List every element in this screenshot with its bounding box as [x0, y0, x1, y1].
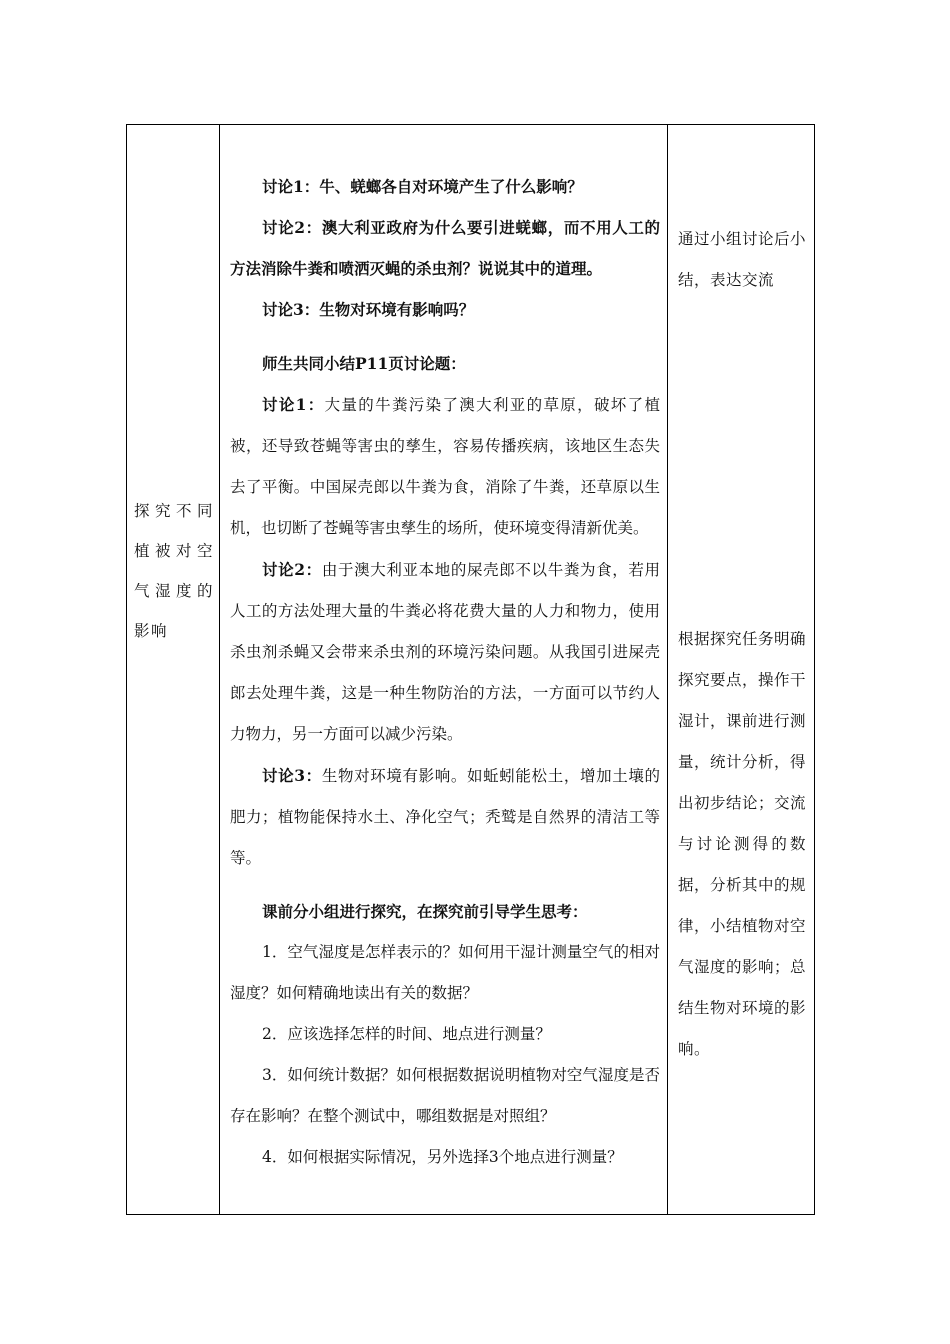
answer-3-text: 生物对环境有影响。如蚯蚓能松土，增加土壤的肥力；植物能保持水土、净化空气；秃鹫是自然界的清洁工等等。	[230, 767, 660, 867]
summary-title: 师生共同小结P11页讨论题：	[262, 354, 466, 373]
right-cell-note-1	[678, 219, 806, 301]
right-cell-text-2: 根据探究任务明确探究要点，操作干湿计，课前进行测量，统计分析，得出初步结论；交流与讨论测得的数据，分析其中的规律，小结植物对空气湿度的影响；总结生物对环境的影响。	[678, 630, 807, 1058]
right-cell-text-1: 通过小组讨论后小结，表达交流	[678, 230, 807, 289]
answer-1-label: 讨论1：	[262, 395, 325, 414]
explore-item-4: 4．如何根据实际情况，另外选择3个地点进行测量？	[262, 1148, 623, 1166]
answer-2-label: 讨论2：	[262, 560, 322, 579]
column-divider	[219, 124, 220, 1215]
answer-1-text: 大量的牛粪污染了澳大利亚的草原，破坏了植被，还导致苍蝇等害虫的孳生，容易传播疾病，该地区生态失去了平衡。中国屎壳郎以牛粪为食，消除了牛粪，还草原以生机，也切断了苍蝇等害虫孳生的场所，使环境变得清新优美。	[230, 396, 660, 537]
discussion-question-3: 讨论3：生物对环境有影响吗？	[262, 300, 475, 319]
answer-3-label: 讨论3：	[262, 766, 322, 785]
answer-1	[230, 384, 660, 549]
explore-title: 课前分小组进行探究，在探究前引导学生思考：	[262, 902, 588, 921]
answer-2-text: 由于澳大利亚本地的屎壳郎不以牛粪为食，若用人工的方法处理大量的牛粪必将花费大量的人力和物力，使用杀虫剂杀蝇又会带来杀虫剂的环境污染问题。从我国引进屎壳郎去处理牛粪，这是一种生物防治的方法，一方面可以节约人力物力，另一方面可以减少污染。	[230, 561, 660, 743]
explore-item-3: 3．如何统计数据？如何根据数据说明植物对空气湿度是否存在影响？在整个测试中，哪组数据是对照组？	[230, 1066, 660, 1125]
explore-item-1: 1．空气湿度是怎样表示的？如何用干湿计测量空气的相对湿度？如何精确地读出有关的数据？	[230, 943, 660, 1002]
answer-3	[230, 755, 660, 879]
discussion-question-1: 讨论1：牛、蜣螂各自对环境产生了什么影响？	[262, 177, 583, 196]
middle-cell	[230, 166, 660, 1178]
answer-2	[230, 549, 660, 755]
right-cell-note-2	[678, 619, 806, 1070]
column-divider	[667, 124, 668, 1215]
left-cell	[134, 491, 214, 651]
left-cell-text: 探究不同植被对空气湿度的影响	[134, 502, 214, 640]
explore-item-2: 2．应该选择怎样的时间、地点进行测量？	[262, 1025, 551, 1043]
discussion-question-2: 讨论2：澳大利亚政府为什么要引进蜣螂，而不用人工的方法消除牛粪和喷洒灭蝇的杀虫剂？说说其中的道理。	[230, 218, 660, 278]
